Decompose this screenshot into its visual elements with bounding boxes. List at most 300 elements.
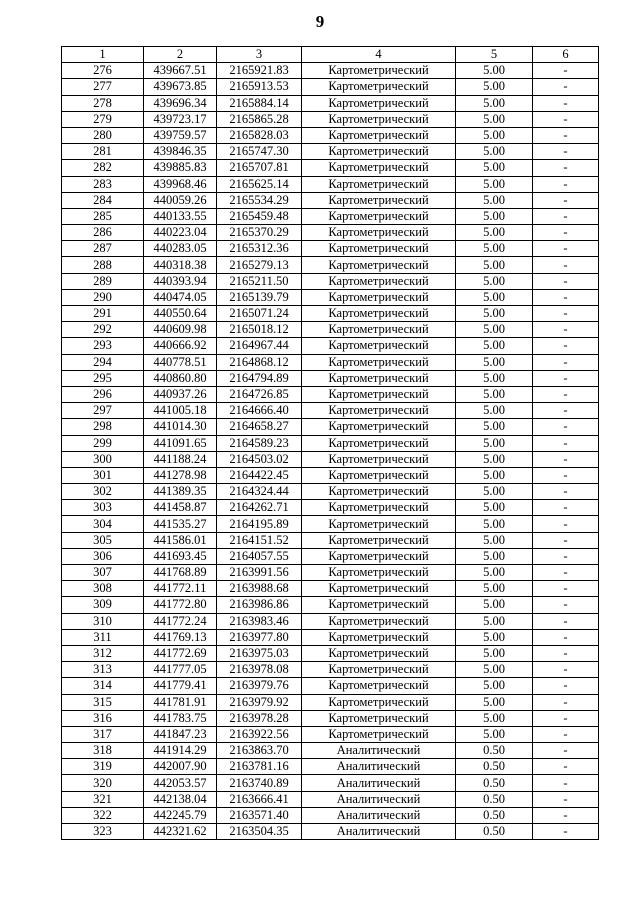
method-cell: Картометрический <box>302 500 456 516</box>
note-cell: - <box>533 500 599 516</box>
table-row <box>62 176 599 192</box>
y-coordinate-cell: 2165018.12 <box>217 322 302 338</box>
table-row <box>62 532 599 548</box>
point-number-cell: 312 <box>62 645 144 661</box>
x-coordinate-cell: 442138.04 <box>144 791 217 807</box>
x-coordinate-cell: 442321.62 <box>144 824 217 840</box>
method-cell: Аналитический <box>302 791 456 807</box>
method-cell: Картометрический <box>302 273 456 289</box>
note-cell: - <box>533 710 599 726</box>
y-coordinate-cell: 2163781.16 <box>217 759 302 775</box>
method-cell: Аналитический <box>302 759 456 775</box>
note-cell: - <box>533 824 599 840</box>
point-number-cell: 286 <box>62 225 144 241</box>
accuracy-cell: 5.00 <box>456 419 533 435</box>
point-number-cell: 296 <box>62 386 144 402</box>
y-coordinate-cell: 2164868.12 <box>217 354 302 370</box>
y-coordinate-cell: 2163977.80 <box>217 629 302 645</box>
point-number-cell: 285 <box>62 208 144 224</box>
x-coordinate-cell: 440778.51 <box>144 354 217 370</box>
method-cell: Картометрический <box>302 662 456 678</box>
note-cell: - <box>533 176 599 192</box>
note-cell: - <box>533 743 599 759</box>
point-number-cell: 303 <box>62 500 144 516</box>
method-cell: Картометрический <box>302 484 456 500</box>
point-number-cell: 287 <box>62 241 144 257</box>
point-number-cell: 301 <box>62 467 144 483</box>
accuracy-cell: 5.00 <box>456 662 533 678</box>
point-number-cell: 294 <box>62 354 144 370</box>
note-cell: - <box>533 386 599 402</box>
accuracy-cell: 0.50 <box>456 759 533 775</box>
method-cell: Аналитический <box>302 743 456 759</box>
x-coordinate-cell: 440550.64 <box>144 306 217 322</box>
accuracy-cell: 5.00 <box>456 111 533 127</box>
table-row <box>62 726 599 742</box>
accuracy-cell: 0.50 <box>456 824 533 840</box>
table-row <box>62 225 599 241</box>
table-row <box>62 565 599 581</box>
x-coordinate-cell: 441693.45 <box>144 548 217 564</box>
note-cell: - <box>533 435 599 451</box>
accuracy-cell: 5.00 <box>456 354 533 370</box>
point-number-cell: 278 <box>62 95 144 111</box>
y-coordinate-cell: 2164324.44 <box>217 484 302 500</box>
table-row <box>62 597 599 613</box>
y-coordinate-cell: 2163978.08 <box>217 662 302 678</box>
note-cell: - <box>533 484 599 500</box>
x-coordinate-cell: 439667.51 <box>144 63 217 79</box>
table-row <box>62 662 599 678</box>
method-cell: Картометрический <box>302 63 456 79</box>
method-cell: Аналитический <box>302 775 456 791</box>
point-number-cell: 297 <box>62 403 144 419</box>
point-number-cell: 305 <box>62 532 144 548</box>
method-cell: Картометрический <box>302 435 456 451</box>
accuracy-cell: 0.50 <box>456 807 533 823</box>
point-number-cell: 306 <box>62 548 144 564</box>
note-cell: - <box>533 370 599 386</box>
accuracy-cell: 5.00 <box>456 613 533 629</box>
method-cell: Картометрический <box>302 111 456 127</box>
y-coordinate-cell: 2165139.79 <box>217 289 302 305</box>
x-coordinate-cell: 439968.46 <box>144 176 217 192</box>
table-row <box>62 160 599 176</box>
point-number-cell: 292 <box>62 322 144 338</box>
table-row <box>62 467 599 483</box>
y-coordinate-cell: 2163504.35 <box>217 824 302 840</box>
note-cell: - <box>533 419 599 435</box>
accuracy-cell: 5.00 <box>456 597 533 613</box>
x-coordinate-cell: 441188.24 <box>144 451 217 467</box>
table-row <box>62 435 599 451</box>
column-header: 2 <box>144 47 217 63</box>
point-number-cell: 310 <box>62 613 144 629</box>
table-row <box>62 743 599 759</box>
accuracy-cell: 0.50 <box>456 791 533 807</box>
accuracy-cell: 5.00 <box>456 208 533 224</box>
method-cell: Картометрический <box>302 79 456 95</box>
x-coordinate-cell: 440474.05 <box>144 289 217 305</box>
x-coordinate-cell: 441847.23 <box>144 726 217 742</box>
x-coordinate-cell: 441769.13 <box>144 629 217 645</box>
x-coordinate-cell: 441783.75 <box>144 710 217 726</box>
table-row <box>62 192 599 208</box>
x-coordinate-cell: 440133.55 <box>144 208 217 224</box>
x-coordinate-cell: 440393.94 <box>144 273 217 289</box>
note-cell: - <box>533 662 599 678</box>
x-coordinate-cell: 441777.05 <box>144 662 217 678</box>
table-row <box>62 111 599 127</box>
y-coordinate-cell: 2165211.50 <box>217 273 302 289</box>
accuracy-cell: 5.00 <box>456 500 533 516</box>
point-number-cell: 279 <box>62 111 144 127</box>
table-row <box>62 403 599 419</box>
x-coordinate-cell: 441091.65 <box>144 435 217 451</box>
method-cell: Картометрический <box>302 726 456 742</box>
accuracy-cell: 5.00 <box>456 241 533 257</box>
column-header: 1 <box>62 47 144 63</box>
note-cell: - <box>533 451 599 467</box>
x-coordinate-cell: 439846.35 <box>144 144 217 160</box>
accuracy-cell: 5.00 <box>456 370 533 386</box>
x-coordinate-cell: 441535.27 <box>144 516 217 532</box>
accuracy-cell: 5.00 <box>456 192 533 208</box>
note-cell: - <box>533 208 599 224</box>
y-coordinate-cell: 2165625.14 <box>217 176 302 192</box>
accuracy-cell: 5.00 <box>456 629 533 645</box>
accuracy-cell: 5.00 <box>456 467 533 483</box>
method-cell: Картометрический <box>302 127 456 143</box>
point-number-cell: 318 <box>62 743 144 759</box>
accuracy-cell: 5.00 <box>456 273 533 289</box>
point-number-cell: 277 <box>62 79 144 95</box>
accuracy-cell: 0.50 <box>456 775 533 791</box>
x-coordinate-cell: 441458.87 <box>144 500 217 516</box>
table-row <box>62 548 599 564</box>
y-coordinate-cell: 2163922.56 <box>217 726 302 742</box>
accuracy-cell: 5.00 <box>456 726 533 742</box>
y-coordinate-cell: 2165884.14 <box>217 95 302 111</box>
x-coordinate-cell: 442245.79 <box>144 807 217 823</box>
point-number-cell: 302 <box>62 484 144 500</box>
table-row <box>62 241 599 257</box>
y-coordinate-cell: 2163975.03 <box>217 645 302 661</box>
note-cell: - <box>533 144 599 160</box>
point-number-cell: 304 <box>62 516 144 532</box>
table-row <box>62 629 599 645</box>
table-row <box>62 759 599 775</box>
note-cell: - <box>533 160 599 176</box>
note-cell: - <box>533 597 599 613</box>
x-coordinate-cell: 440318.38 <box>144 257 217 273</box>
table-row <box>62 95 599 111</box>
table-row <box>62 516 599 532</box>
table-row <box>62 824 599 840</box>
y-coordinate-cell: 2165279.13 <box>217 257 302 273</box>
method-cell: Картометрический <box>302 322 456 338</box>
x-coordinate-cell: 439759.57 <box>144 127 217 143</box>
method-cell: Картометрический <box>302 144 456 160</box>
note-cell: - <box>533 322 599 338</box>
accuracy-cell: 5.00 <box>456 79 533 95</box>
point-number-cell: 284 <box>62 192 144 208</box>
x-coordinate-cell: 441779.41 <box>144 678 217 694</box>
x-coordinate-cell: 441781.91 <box>144 694 217 710</box>
note-cell: - <box>533 241 599 257</box>
note-cell: - <box>533 95 599 111</box>
note-cell: - <box>533 807 599 823</box>
accuracy-cell: 5.00 <box>456 532 533 548</box>
y-coordinate-cell: 2164503.02 <box>217 451 302 467</box>
x-coordinate-cell: 440059.26 <box>144 192 217 208</box>
y-coordinate-cell: 2165747.30 <box>217 144 302 160</box>
note-cell: - <box>533 354 599 370</box>
method-cell: Картометрический <box>302 225 456 241</box>
note-cell: - <box>533 775 599 791</box>
y-coordinate-cell: 2164151.52 <box>217 532 302 548</box>
x-coordinate-cell: 441278.98 <box>144 467 217 483</box>
table-row <box>62 306 599 322</box>
x-coordinate-cell: 441914.29 <box>144 743 217 759</box>
y-coordinate-cell: 2163740.89 <box>217 775 302 791</box>
table-row <box>62 79 599 95</box>
point-number-cell: 299 <box>62 435 144 451</box>
accuracy-cell: 5.00 <box>456 144 533 160</box>
table-row <box>62 322 599 338</box>
note-cell: - <box>533 225 599 241</box>
method-cell: Картометрический <box>302 532 456 548</box>
point-number-cell: 307 <box>62 565 144 581</box>
point-number-cell: 282 <box>62 160 144 176</box>
y-coordinate-cell: 2165707.81 <box>217 160 302 176</box>
x-coordinate-cell: 441772.11 <box>144 581 217 597</box>
column-header: 4 <box>302 47 456 63</box>
y-coordinate-cell: 2165370.29 <box>217 225 302 241</box>
point-number-cell: 317 <box>62 726 144 742</box>
table-row <box>62 63 599 79</box>
point-number-cell: 289 <box>62 273 144 289</box>
accuracy-cell: 5.00 <box>456 403 533 419</box>
note-cell: - <box>533 645 599 661</box>
method-cell: Картометрический <box>302 289 456 305</box>
table-row <box>62 694 599 710</box>
accuracy-cell: 5.00 <box>456 63 533 79</box>
y-coordinate-cell: 2164666.40 <box>217 403 302 419</box>
y-coordinate-cell: 2163979.92 <box>217 694 302 710</box>
point-number-cell: 291 <box>62 306 144 322</box>
y-coordinate-cell: 2164262.71 <box>217 500 302 516</box>
table-row <box>62 386 599 402</box>
note-cell: - <box>533 629 599 645</box>
note-cell: - <box>533 581 599 597</box>
note-cell: - <box>533 338 599 354</box>
table-row <box>62 500 599 516</box>
note-cell: - <box>533 467 599 483</box>
accuracy-cell: 5.00 <box>456 127 533 143</box>
column-header: 3 <box>217 47 302 63</box>
y-coordinate-cell: 2165071.24 <box>217 306 302 322</box>
table-row <box>62 710 599 726</box>
table-row <box>62 289 599 305</box>
point-number-cell: 290 <box>62 289 144 305</box>
method-cell: Картометрический <box>302 451 456 467</box>
method-cell: Картометрический <box>302 370 456 386</box>
method-cell: Картометрический <box>302 710 456 726</box>
x-coordinate-cell: 440666.92 <box>144 338 217 354</box>
x-coordinate-cell: 440283.05 <box>144 241 217 257</box>
x-coordinate-cell: 439723.17 <box>144 111 217 127</box>
accuracy-cell: 5.00 <box>456 581 533 597</box>
point-number-cell: 280 <box>62 127 144 143</box>
table-row <box>62 451 599 467</box>
y-coordinate-cell: 2164195.89 <box>217 516 302 532</box>
y-coordinate-cell: 2163863.70 <box>217 743 302 759</box>
method-cell: Картометрический <box>302 613 456 629</box>
method-cell: Картометрический <box>302 629 456 645</box>
note-cell: - <box>533 532 599 548</box>
method-cell: Картометрический <box>302 160 456 176</box>
y-coordinate-cell: 2165312.36 <box>217 241 302 257</box>
table-row <box>62 775 599 791</box>
y-coordinate-cell: 2164726.85 <box>217 386 302 402</box>
accuracy-cell: 5.00 <box>456 289 533 305</box>
accuracy-cell: 5.00 <box>456 95 533 111</box>
point-number-cell: 322 <box>62 807 144 823</box>
y-coordinate-cell: 2164057.55 <box>217 548 302 564</box>
table-row <box>62 645 599 661</box>
method-cell: Картометрический <box>302 386 456 402</box>
y-coordinate-cell: 2163988.68 <box>217 581 302 597</box>
accuracy-cell: 5.00 <box>456 565 533 581</box>
table-header-row <box>62 47 599 63</box>
note-cell: - <box>533 257 599 273</box>
y-coordinate-cell: 2164967.44 <box>217 338 302 354</box>
y-coordinate-cell: 2165459.48 <box>217 208 302 224</box>
column-header: 5 <box>456 47 533 63</box>
y-coordinate-cell: 2164794.89 <box>217 370 302 386</box>
point-number-cell: 316 <box>62 710 144 726</box>
note-cell: - <box>533 516 599 532</box>
method-cell: Картометрический <box>302 208 456 224</box>
y-coordinate-cell: 2163986.86 <box>217 597 302 613</box>
point-number-cell: 321 <box>62 791 144 807</box>
note-cell: - <box>533 565 599 581</box>
table-row <box>62 484 599 500</box>
method-cell: Картометрический <box>302 176 456 192</box>
point-number-cell: 313 <box>62 662 144 678</box>
y-coordinate-cell: 2165534.29 <box>217 192 302 208</box>
method-cell: Картометрический <box>302 516 456 532</box>
table-row <box>62 807 599 823</box>
method-cell: Картометрический <box>302 95 456 111</box>
accuracy-cell: 5.00 <box>456 306 533 322</box>
accuracy-cell: 5.00 <box>456 548 533 564</box>
x-coordinate-cell: 442053.57 <box>144 775 217 791</box>
note-cell: - <box>533 726 599 742</box>
accuracy-cell: 5.00 <box>456 645 533 661</box>
y-coordinate-cell: 2164658.27 <box>217 419 302 435</box>
point-number-cell: 320 <box>62 775 144 791</box>
accuracy-cell: 5.00 <box>456 435 533 451</box>
y-coordinate-cell: 2163978.28 <box>217 710 302 726</box>
x-coordinate-cell: 441772.24 <box>144 613 217 629</box>
point-number-cell: 288 <box>62 257 144 273</box>
x-coordinate-cell: 441772.69 <box>144 645 217 661</box>
y-coordinate-cell: 2165921.83 <box>217 63 302 79</box>
table-row <box>62 581 599 597</box>
accuracy-cell: 5.00 <box>456 176 533 192</box>
table-row <box>62 791 599 807</box>
point-number-cell: 293 <box>62 338 144 354</box>
method-cell: Картометрический <box>302 354 456 370</box>
note-cell: - <box>533 127 599 143</box>
point-number-cell: 323 <box>62 824 144 840</box>
method-cell: Картометрический <box>302 306 456 322</box>
note-cell: - <box>533 306 599 322</box>
accuracy-cell: 5.00 <box>456 160 533 176</box>
note-cell: - <box>533 192 599 208</box>
method-cell: Картометрический <box>302 645 456 661</box>
x-coordinate-cell: 439885.83 <box>144 160 217 176</box>
x-coordinate-cell: 441772.80 <box>144 597 217 613</box>
y-coordinate-cell: 2164422.45 <box>217 467 302 483</box>
x-coordinate-cell: 439673.85 <box>144 79 217 95</box>
note-cell: - <box>533 403 599 419</box>
accuracy-cell: 5.00 <box>456 338 533 354</box>
y-coordinate-cell: 2165865.28 <box>217 111 302 127</box>
x-coordinate-cell: 441014.30 <box>144 419 217 435</box>
note-cell: - <box>533 111 599 127</box>
table-row <box>62 144 599 160</box>
table-row <box>62 208 599 224</box>
point-number-cell: 300 <box>62 451 144 467</box>
x-coordinate-cell: 439696.34 <box>144 95 217 111</box>
accuracy-cell: 5.00 <box>456 322 533 338</box>
table-row <box>62 370 599 386</box>
table-row <box>62 613 599 629</box>
method-cell: Картометрический <box>302 597 456 613</box>
table-row <box>62 338 599 354</box>
method-cell: Картометрический <box>302 338 456 354</box>
method-cell: Картометрический <box>302 565 456 581</box>
x-coordinate-cell: 441005.18 <box>144 403 217 419</box>
x-coordinate-cell: 441768.89 <box>144 565 217 581</box>
point-number-cell: 308 <box>62 581 144 597</box>
coordinates-table <box>61 46 599 840</box>
method-cell: Картометрический <box>302 192 456 208</box>
accuracy-cell: 5.00 <box>456 386 533 402</box>
note-cell: - <box>533 759 599 775</box>
note-cell: - <box>533 548 599 564</box>
x-coordinate-cell: 440937.26 <box>144 386 217 402</box>
note-cell: - <box>533 791 599 807</box>
accuracy-cell: 5.00 <box>456 484 533 500</box>
method-cell: Картометрический <box>302 241 456 257</box>
accuracy-cell: 0.50 <box>456 743 533 759</box>
page-number: 9 <box>315 12 325 31</box>
point-number-cell: 283 <box>62 176 144 192</box>
note-cell: - <box>533 613 599 629</box>
point-number-cell: 276 <box>62 63 144 79</box>
table-row <box>62 257 599 273</box>
y-coordinate-cell: 2164589.23 <box>217 435 302 451</box>
accuracy-cell: 5.00 <box>456 225 533 241</box>
column-header: 6 <box>533 47 599 63</box>
point-number-cell: 298 <box>62 419 144 435</box>
accuracy-cell: 5.00 <box>456 694 533 710</box>
accuracy-cell: 5.00 <box>456 516 533 532</box>
